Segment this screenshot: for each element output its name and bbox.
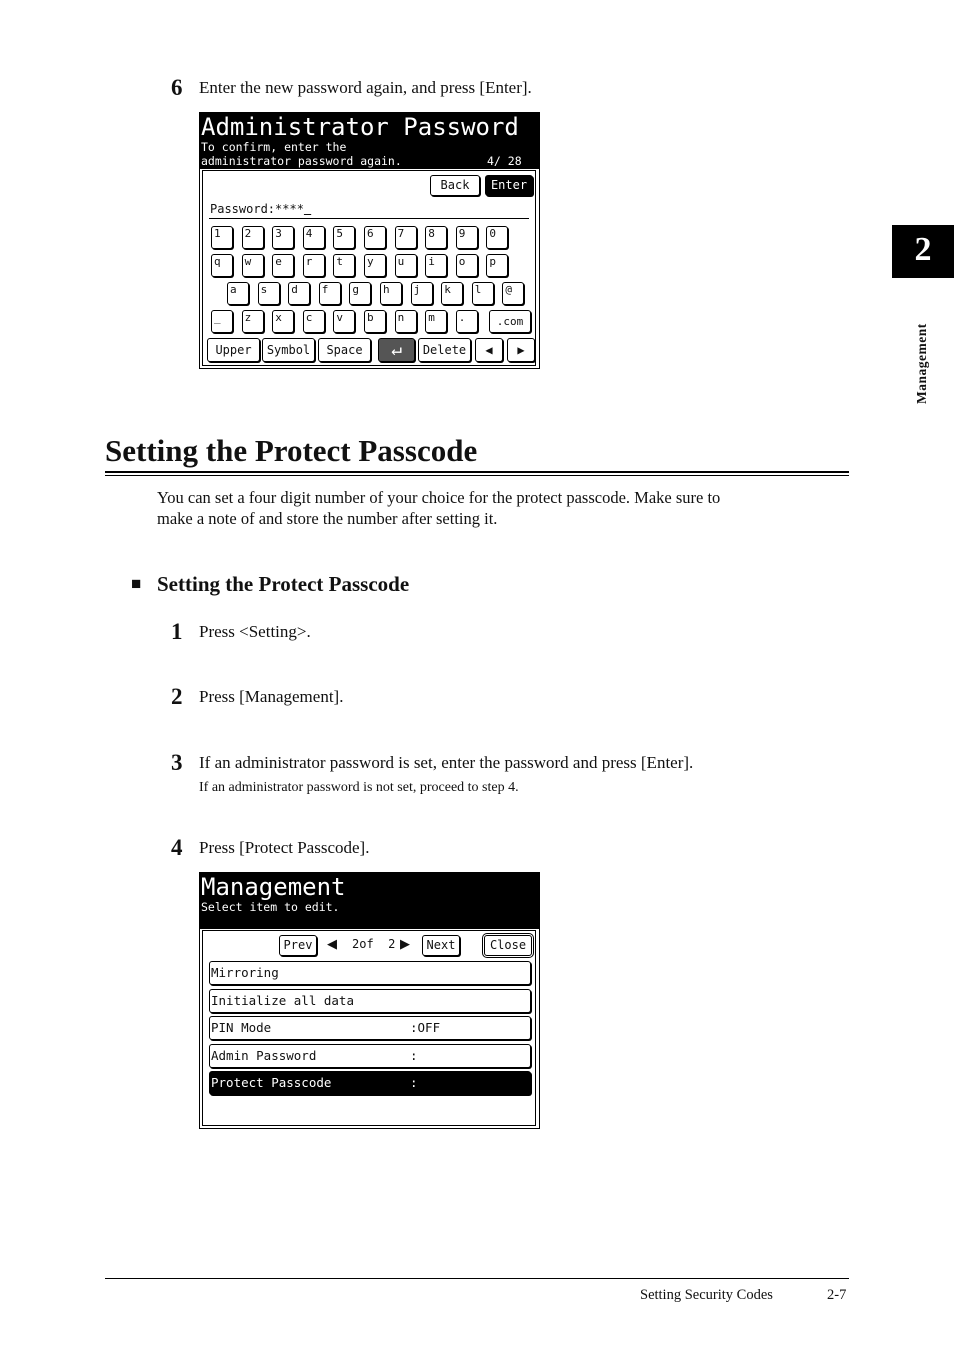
step-number: 3 — [171, 750, 183, 775]
key-8[interactable]: 8 — [425, 226, 447, 249]
key-2[interactable]: 2 — [242, 226, 264, 249]
menu-item-label: Admin Password — [211, 1048, 317, 1063]
page-indicator: 2of 2 — [352, 937, 396, 951]
password-label: Password: — [210, 202, 276, 216]
screen-title: Management — [201, 873, 346, 901]
footer-title: Setting Security Codes — [640, 1287, 773, 1303]
management-screen — [199, 872, 540, 1129]
step-text: Enter the new password again, and press [Enter]. — [199, 78, 532, 97]
password-field[interactable] — [210, 202, 311, 216]
key-5[interactable]: 5 — [333, 226, 355, 249]
key-s[interactable]: s — [258, 282, 280, 305]
page-left-arrow-icon: ◀ — [327, 936, 337, 951]
key-g[interactable]: g — [349, 282, 371, 305]
step-text: Press [Management]. — [199, 687, 344, 706]
step-number: 1 — [171, 619, 183, 644]
symbol-button[interactable]: Symbol — [262, 338, 315, 362]
key-y[interactable]: y — [364, 254, 386, 277]
upper-button[interactable]: Upper — [207, 338, 260, 362]
key-z[interactable]: z — [242, 310, 264, 333]
key-a[interactable]: a — [227, 282, 249, 305]
menu-item-pin-mode[interactable] — [209, 1016, 531, 1040]
intro-line-2: make a note of and store the number after setting it. — [157, 509, 498, 528]
key-.[interactable]: . — [456, 310, 478, 333]
screen-header — [200, 873, 539, 929]
key-l[interactable]: l — [472, 282, 494, 305]
back-button[interactable]: Back — [430, 175, 480, 196]
password-value: **** — [275, 202, 304, 216]
key-3[interactable]: 3 — [272, 226, 294, 249]
menu-item-admin-password[interactable] — [209, 1044, 531, 1068]
screen-title: Administrator Password — [201, 113, 519, 141]
key-0[interactable]: 0 — [486, 226, 508, 249]
menu-item-value: : — [410, 1075, 418, 1090]
menu-item-label: PIN Mode — [211, 1020, 272, 1035]
menu-area — [202, 930, 536, 1126]
key-i[interactable]: i — [425, 254, 447, 277]
key-e[interactable]: e — [272, 254, 294, 277]
menu-item-initialize-all-data[interactable] — [209, 989, 531, 1013]
keyboard-area — [202, 170, 536, 366]
key-q[interactable]: q — [211, 254, 233, 277]
menu-item-protect-passcode[interactable] — [209, 1071, 531, 1095]
space-button[interactable]: Space — [318, 338, 371, 362]
enter-button[interactable]: Enter — [485, 175, 533, 196]
menu-item-value: : — [410, 1048, 418, 1063]
intro-line-1: You can set a four digit number of your choice for the protect passcode. Make sure to — [157, 488, 721, 507]
page-right-arrow-icon: ▶ — [400, 936, 410, 951]
left-arrow-icon[interactable]: ◀ — [475, 338, 503, 362]
key-c[interactable]: c — [303, 310, 325, 333]
key-9[interactable]: 9 — [456, 226, 478, 249]
key-4[interactable]: 4 — [303, 226, 325, 249]
menu-item-mirroring[interactable] — [209, 961, 531, 985]
key-@[interactable]: @ — [502, 282, 524, 305]
dotcom-key[interactable]: .com — [489, 310, 531, 333]
subheading: Setting the Protect Passcode — [157, 572, 410, 596]
section-heading: Setting the Protect Passcode — [105, 433, 478, 468]
key-7[interactable]: 7 — [395, 226, 417, 249]
key-o[interactable]: o — [456, 254, 478, 277]
square-bullet-icon: ■ — [131, 574, 142, 593]
step-number: 4 — [171, 835, 183, 860]
key-_[interactable]: _ — [211, 310, 233, 333]
close-button[interactable]: Close — [484, 935, 532, 956]
return-key-icon[interactable]: ↵ — [378, 338, 415, 362]
menu-item-label: Protect Passcode — [211, 1075, 332, 1090]
key-x[interactable]: x — [272, 310, 294, 333]
key-b[interactable]: b — [364, 310, 386, 333]
chapter-number: 2 — [914, 231, 932, 268]
chapter-label: Management — [914, 323, 929, 404]
key-h[interactable]: h — [380, 282, 402, 305]
page-number: 2-7 — [827, 1287, 847, 1303]
screen-subtitle: Select item to edit. — [201, 900, 340, 914]
heading-rule-thin — [105, 475, 849, 476]
key-d[interactable]: d — [288, 282, 310, 305]
key-w[interactable]: w — [242, 254, 264, 277]
next-button[interactable]: Next — [422, 935, 460, 956]
menu-item-label: Mirroring — [211, 965, 279, 980]
key-f[interactable]: f — [319, 282, 341, 305]
step-number: 2 — [171, 684, 183, 709]
prev-button[interactable]: Prev — [279, 935, 317, 956]
heading-rule — [105, 471, 849, 473]
key-1[interactable]: 1 — [211, 226, 233, 249]
menu-item-label: Initialize all data — [211, 993, 354, 1008]
screen-header — [200, 113, 539, 169]
footer-rule — [105, 1278, 849, 1279]
menu-item-value: :OFF — [410, 1020, 441, 1035]
key-m[interactable]: m — [425, 310, 447, 333]
key-r[interactable]: r — [303, 254, 325, 277]
screen-subtitle: To confirm, enter the administrator password again. — [201, 140, 402, 168]
key-p[interactable]: p — [486, 254, 508, 277]
key-j[interactable]: j — [411, 282, 433, 305]
key-k[interactable]: k — [441, 282, 463, 305]
step-text: If an administrator password is set, enter the password and press [Enter]. — [199, 753, 694, 772]
text-cursor — [304, 202, 311, 216]
delete-button[interactable]: Delete — [418, 338, 471, 362]
chapter-tab — [892, 225, 954, 278]
key-n[interactable]: n — [395, 310, 417, 333]
key-u[interactable]: u — [395, 254, 417, 277]
step-text: Press [Protect Passcode]. — [199, 838, 370, 857]
key-6[interactable]: 6 — [364, 226, 386, 249]
admin-password-screen — [199, 112, 540, 369]
key-t[interactable]: t — [333, 254, 355, 277]
step-note: If an administrator password is not set, proceed to step 4. — [199, 780, 519, 795]
key-v[interactable]: v — [333, 310, 355, 333]
step-text: Press <Setting>. — [199, 622, 311, 641]
char-counter: 4/ 28 — [487, 154, 522, 168]
step-number: 6 — [171, 75, 183, 100]
password-underline — [209, 218, 529, 219]
right-arrow-icon[interactable]: ▶ — [507, 338, 535, 362]
